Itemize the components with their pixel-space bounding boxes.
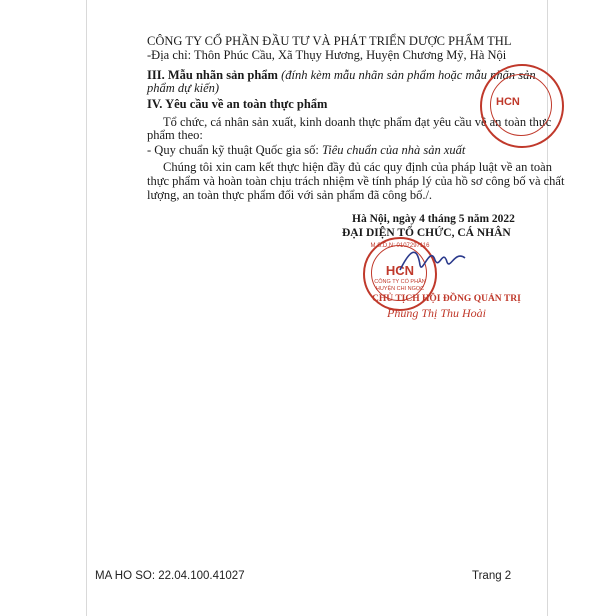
seal-code: M.S.D.N: 0107297116 — [370, 243, 430, 249]
commitment-line-3: lượng, an toàn thực phẩm đối với sản phẩm đã công bố./. — [147, 188, 433, 202]
signer-position: CHỦ TỊCH HỘI ĐỒNG QUẢN TRỊ — [372, 294, 521, 304]
section-3-note-cont: phẩm dự kiến) — [147, 81, 220, 95]
section-4-title: IV. Yêu cầu về an toàn thực phẩm — [147, 97, 328, 111]
commitment-line-1: Chúng tôi xin cam kết thực hiện đầy đủ các quy định của pháp luật về an toàn — [163, 160, 552, 174]
signature-representative: ĐẠI DIỆN TỔ CHỨC, CÁ NHÂN — [342, 227, 511, 239]
margin-stamp-logo: HCN — [496, 96, 520, 108]
section-3-title: III. Mẫu nhãn sản phẩm — [147, 68, 278, 82]
signature-date: Hà Nội, ngày 4 tháng 5 năm 2022 — [352, 213, 515, 225]
margin-stamp — [480, 64, 564, 148]
handwritten-signature — [395, 240, 475, 280]
standard-value: Tiêu chuẩn của nhà sản xuất — [321, 143, 466, 157]
seal-logo: HCN — [385, 263, 415, 278]
commitment-line-2: thực phẩm và hoàn toàn chịu trách nhiệm về tính pháp lý của hồ sơ công bố và chất — [147, 174, 565, 188]
address-line: -Địa chỉ: Thôn Phúc Cầu, Xã Thụy Hương, Huyện Chương Mỹ, Hà Nội — [147, 48, 507, 62]
company-line: CÔNG TY CỔ PHẦN ĐẦU TƯ VÀ PHÁT TRIỂN DƯỢC PHẨM THL — [147, 34, 512, 48]
page-number: Trang 2 — [472, 570, 512, 582]
signer-name: Phùng Thị Thu Hoài — [387, 306, 487, 320]
seal-place: HUYỆN CHI NGỌC — [375, 286, 425, 292]
section-4-para-1: Tổ chức, cá nhân sản xuất, kinh doanh thực phẩm đạt yêu cầu về an toàn thực — [163, 115, 552, 129]
doc-code: MA HO SO: 22.04.100.41027 — [95, 570, 245, 582]
seal-company: CÔNG TY CỔ PHẦN — [374, 279, 426, 285]
standard-prefix: - Quy chuẩn kỹ thuật Quốc gia số: — [147, 143, 322, 157]
standard-line — [147, 143, 465, 158]
section-4-para-1-cont: phẩm theo: — [147, 128, 203, 142]
section-3-note: (đính kèm mẫu nhãn sản phẩm hoặc mẫu nhãn sản — [281, 68, 536, 82]
